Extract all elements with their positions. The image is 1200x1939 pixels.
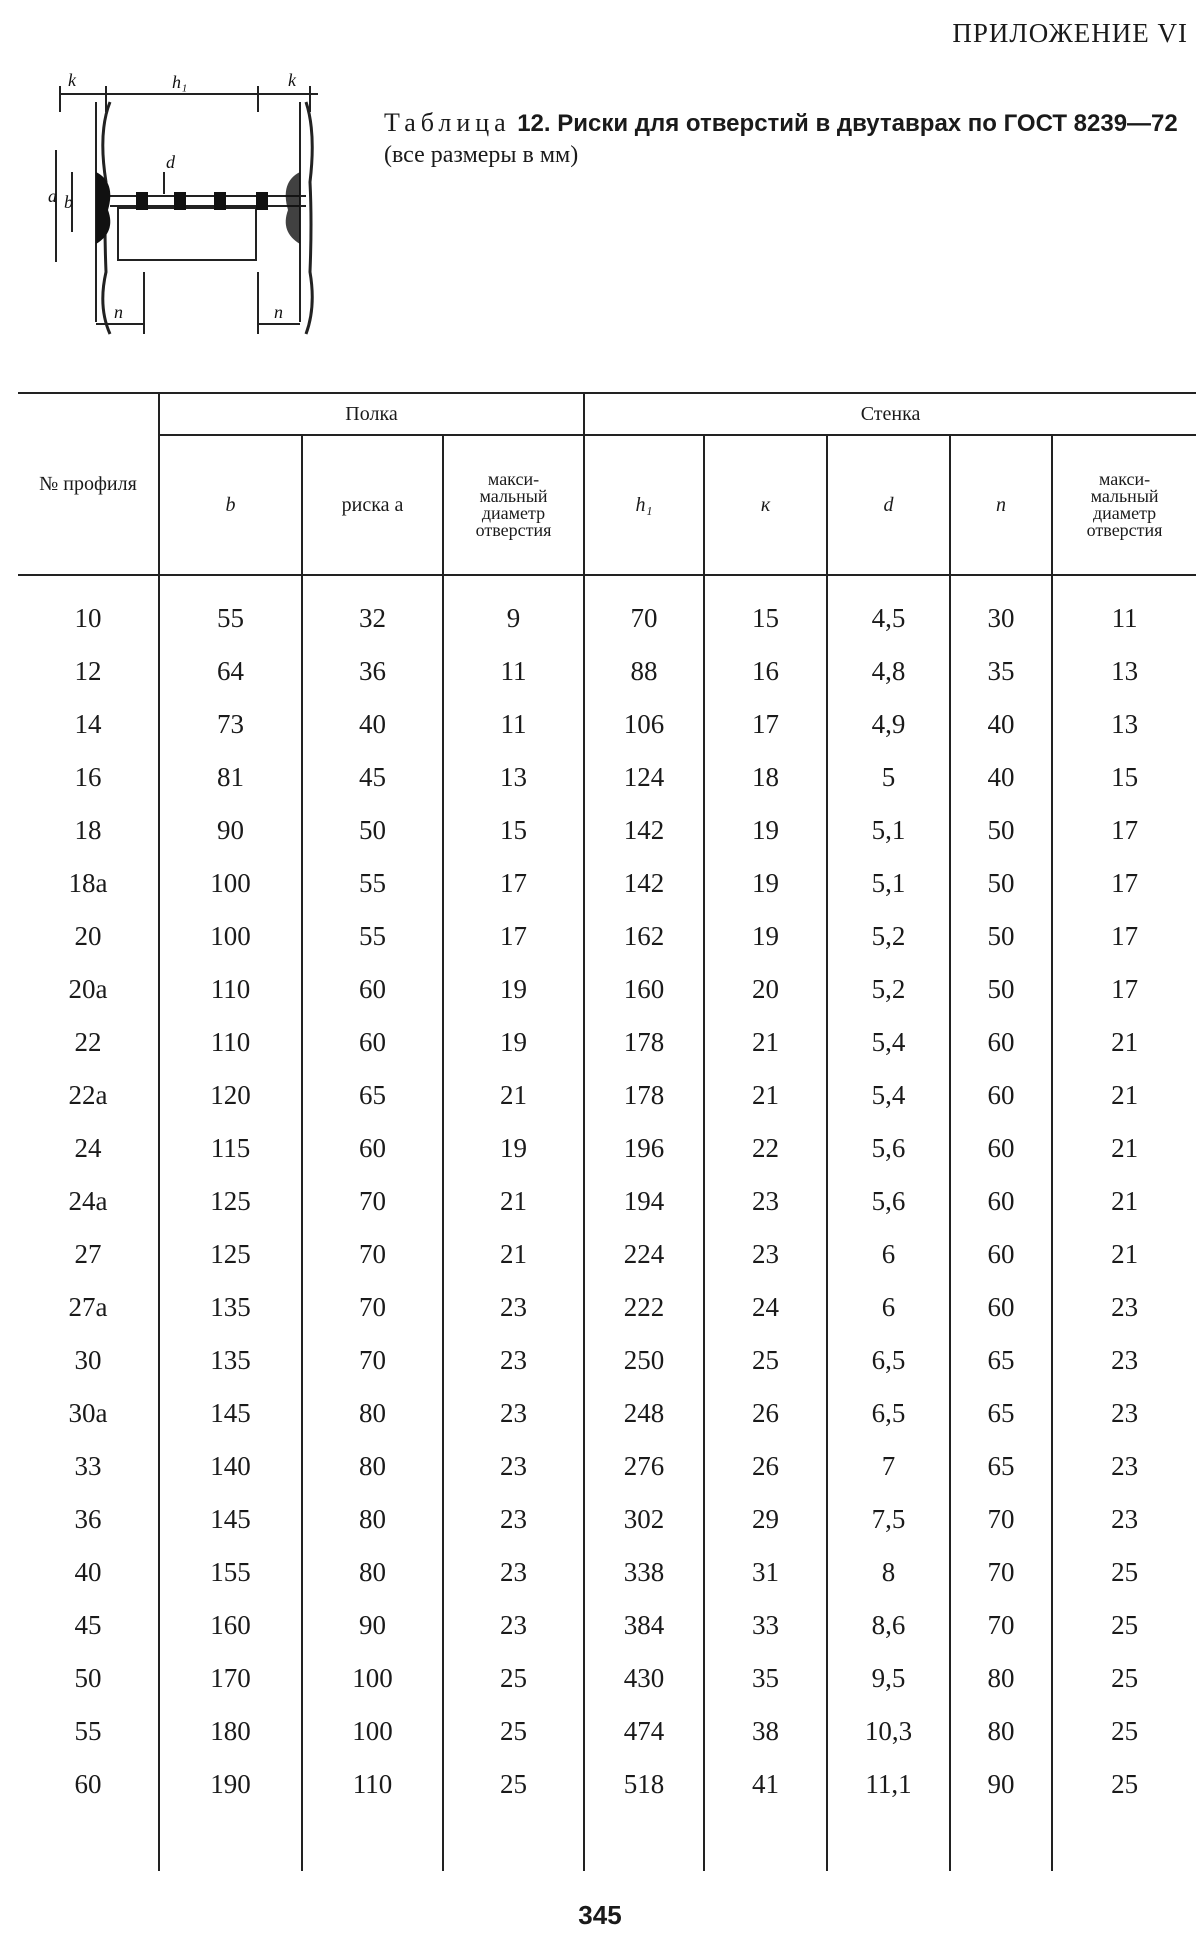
table-row bbox=[18, 645, 1196, 698]
caption-note: (все размеры в мм) bbox=[384, 142, 579, 168]
cell-max-diam-web: 13 bbox=[1052, 698, 1196, 751]
cell-b: 55 bbox=[159, 575, 302, 645]
cell-profile: 22 bbox=[74, 1027, 102, 1057]
cell-d: 5,1 bbox=[827, 804, 950, 857]
empty-cell bbox=[443, 1811, 584, 1871]
cell-b: 160 bbox=[159, 1599, 302, 1652]
cell-risk-a: 110 bbox=[302, 1758, 443, 1811]
table-row bbox=[18, 1546, 1196, 1599]
cell-k: 35 bbox=[704, 1652, 827, 1705]
cell-max-diam-web: 13 bbox=[1052, 645, 1196, 698]
cell-profile: 18a bbox=[68, 868, 108, 898]
cell-n: 40 bbox=[950, 698, 1052, 751]
empty-cell bbox=[302, 1811, 443, 1871]
cell-profile: 45 bbox=[74, 1610, 102, 1640]
cell-n: 30 bbox=[950, 575, 1052, 645]
cell-n: 60 bbox=[950, 1228, 1052, 1281]
table-row bbox=[18, 963, 1196, 1016]
label-d: d bbox=[166, 152, 175, 172]
cell-profile: 50 bbox=[74, 1663, 102, 1693]
cell-b: 180 bbox=[159, 1705, 302, 1758]
cell-h1: 248 bbox=[584, 1387, 704, 1440]
table-row bbox=[18, 1175, 1196, 1228]
cell-h1: 196 bbox=[584, 1122, 704, 1175]
cell-n: 70 bbox=[950, 1599, 1052, 1652]
cell-k: 26 bbox=[704, 1387, 827, 1440]
label-h1: h₁ bbox=[172, 72, 188, 92]
cell-d: 5,6 bbox=[827, 1122, 950, 1175]
cell-max-diam-web: 11 bbox=[1052, 575, 1196, 645]
cell-max-diam-flange: 17 bbox=[443, 857, 584, 910]
cell-b: 100 bbox=[159, 910, 302, 963]
cell-profile: 55 bbox=[74, 1716, 102, 1746]
cell-k: 41 bbox=[704, 1758, 827, 1811]
empty-cell bbox=[827, 1811, 950, 1871]
table-body bbox=[18, 575, 1196, 1871]
table-row bbox=[18, 1122, 1196, 1175]
cell-b: 115 bbox=[159, 1122, 302, 1175]
cell-max-diam-web: 23 bbox=[1052, 1493, 1196, 1546]
cell-risk-a: 70 bbox=[302, 1281, 443, 1334]
cell-profile: 36 bbox=[74, 1504, 102, 1534]
cell-max-diam-flange: 25 bbox=[443, 1652, 584, 1705]
cell-n: 65 bbox=[950, 1387, 1052, 1440]
cell-risk-a: 70 bbox=[302, 1175, 443, 1228]
empty-cell bbox=[950, 1811, 1052, 1871]
cell-h1: 430 bbox=[584, 1652, 704, 1705]
cell-h1: 302 bbox=[584, 1493, 704, 1546]
cell-n: 60 bbox=[950, 1175, 1052, 1228]
cell-profile: 10 bbox=[74, 603, 102, 633]
cell-d: 7,5 bbox=[827, 1493, 950, 1546]
cell-k: 18 bbox=[704, 751, 827, 804]
cell-max-diam-web: 25 bbox=[1052, 1705, 1196, 1758]
cell-h1: 194 bbox=[584, 1175, 704, 1228]
header-max-diameter-flange: макси- мальный диаметр отверстия bbox=[443, 435, 584, 575]
cell-max-diam-flange: 9 bbox=[443, 575, 584, 645]
table-row bbox=[18, 1705, 1196, 1758]
cell-d: 9,5 bbox=[827, 1652, 950, 1705]
cell-max-diam-web: 21 bbox=[1052, 1175, 1196, 1228]
cell-risk-a: 60 bbox=[302, 1016, 443, 1069]
cell-profile: 40 bbox=[74, 1557, 102, 1587]
cell-max-diam-web: 17 bbox=[1052, 963, 1196, 1016]
cell-d: 5,2 bbox=[827, 910, 950, 963]
cell-d: 5,4 bbox=[827, 1016, 950, 1069]
cell-profile: 20a bbox=[68, 974, 108, 1004]
cell-d: 5,6 bbox=[827, 1175, 950, 1228]
cell-max-diam-flange: 15 bbox=[443, 804, 584, 857]
cell-h1: 124 bbox=[584, 751, 704, 804]
caption-title: 12. Риски для отверстий в двутаврах по ГОСТ 8239—72 bbox=[517, 110, 1178, 137]
cell-risk-a: 50 bbox=[302, 804, 443, 857]
cell-n: 60 bbox=[950, 1122, 1052, 1175]
cell-k: 22 bbox=[704, 1122, 827, 1175]
cell-risk-a: 65 bbox=[302, 1069, 443, 1122]
cell-h1: 178 bbox=[584, 1069, 704, 1122]
cell-b: 110 bbox=[159, 1016, 302, 1069]
cell-b: 190 bbox=[159, 1758, 302, 1811]
cell-b: 145 bbox=[159, 1493, 302, 1546]
cell-max-diam-flange: 21 bbox=[443, 1228, 584, 1281]
cell-profile: 22a bbox=[68, 1080, 108, 1110]
table-filler-row bbox=[18, 1811, 1196, 1871]
cell-k: 26 bbox=[704, 1440, 827, 1493]
cell-b: 145 bbox=[159, 1387, 302, 1440]
header-risk-a: риска a bbox=[302, 435, 443, 575]
cell-h1: 142 bbox=[584, 804, 704, 857]
cell-max-diam-flange: 11 bbox=[443, 698, 584, 751]
caption-label: Таблица bbox=[384, 108, 511, 137]
cell-b: 125 bbox=[159, 1175, 302, 1228]
cell-k: 21 bbox=[704, 1016, 827, 1069]
cell-k: 31 bbox=[704, 1546, 827, 1599]
cell-b: 120 bbox=[159, 1069, 302, 1122]
empty-cell bbox=[18, 1811, 159, 1871]
table-row bbox=[18, 1069, 1196, 1122]
cell-n: 65 bbox=[950, 1440, 1052, 1493]
cell-k: 21 bbox=[704, 1069, 827, 1122]
cell-k: 17 bbox=[704, 698, 827, 751]
cell-n: 50 bbox=[950, 857, 1052, 910]
cell-max-diam-web: 25 bbox=[1052, 1599, 1196, 1652]
cell-max-diam-web: 25 bbox=[1052, 1652, 1196, 1705]
cell-profile: 18 bbox=[74, 815, 102, 845]
cell-profile: 27 bbox=[74, 1239, 102, 1269]
cell-risk-a: 45 bbox=[302, 751, 443, 804]
label-a: a bbox=[48, 186, 57, 206]
cell-k: 29 bbox=[704, 1493, 827, 1546]
cell-max-diam-flange: 23 bbox=[443, 1493, 584, 1546]
cell-b: 81 bbox=[159, 751, 302, 804]
cell-b: 135 bbox=[159, 1334, 302, 1387]
cell-max-diam-web: 17 bbox=[1052, 857, 1196, 910]
cell-b: 64 bbox=[159, 645, 302, 698]
empty-cell bbox=[584, 1811, 704, 1871]
cell-max-diam-web: 21 bbox=[1052, 1122, 1196, 1175]
cell-risk-a: 100 bbox=[302, 1652, 443, 1705]
cell-b: 140 bbox=[159, 1440, 302, 1493]
cell-d: 5,4 bbox=[827, 1069, 950, 1122]
cell-n: 70 bbox=[950, 1493, 1052, 1546]
cell-d: 7 bbox=[827, 1440, 950, 1493]
page-header: ПРИЛОЖЕНИЕ VI bbox=[952, 18, 1188, 48]
cell-h1: 106 bbox=[584, 698, 704, 751]
cell-k: 23 bbox=[704, 1228, 827, 1281]
cell-n: 50 bbox=[950, 804, 1052, 857]
cell-h1: 338 bbox=[584, 1546, 704, 1599]
cell-profile: 12 bbox=[74, 656, 102, 686]
cell-d: 5 bbox=[827, 751, 950, 804]
table-row bbox=[18, 910, 1196, 963]
cell-n: 60 bbox=[950, 1016, 1052, 1069]
label-k-left: k bbox=[68, 72, 76, 90]
header-h1: h₁ bbox=[584, 435, 704, 575]
cell-h1: 142 bbox=[584, 857, 704, 910]
table-row bbox=[18, 1387, 1196, 1440]
cell-k: 19 bbox=[704, 910, 827, 963]
cell-k: 20 bbox=[704, 963, 827, 1016]
header-d: d bbox=[827, 435, 950, 575]
cell-max-diam-flange: 19 bbox=[443, 963, 584, 1016]
cell-d: 5,1 bbox=[827, 857, 950, 910]
label-b: b bbox=[64, 192, 73, 212]
cell-risk-a: 90 bbox=[302, 1599, 443, 1652]
cell-max-diam-flange: 11 bbox=[443, 645, 584, 698]
cell-d: 6 bbox=[827, 1281, 950, 1334]
cell-b: 100 bbox=[159, 857, 302, 910]
cell-max-diam-flange: 23 bbox=[443, 1281, 584, 1334]
cell-k: 16 bbox=[704, 645, 827, 698]
table-row bbox=[18, 1758, 1196, 1811]
cell-risk-a: 55 bbox=[302, 857, 443, 910]
cell-k: 25 bbox=[704, 1334, 827, 1387]
cell-max-diam-flange: 23 bbox=[443, 1334, 584, 1387]
cell-risk-a: 36 bbox=[302, 645, 443, 698]
cell-max-diam-web: 17 bbox=[1052, 804, 1196, 857]
cell-profile: 30a bbox=[68, 1398, 108, 1428]
cell-profile: 24a bbox=[68, 1186, 108, 1216]
cell-h1: 88 bbox=[584, 645, 704, 698]
cell-h1: 250 bbox=[584, 1334, 704, 1387]
cell-n: 65 bbox=[950, 1334, 1052, 1387]
cell-risk-a: 80 bbox=[302, 1387, 443, 1440]
cell-k: 24 bbox=[704, 1281, 827, 1334]
cell-b: 170 bbox=[159, 1652, 302, 1705]
table-row bbox=[18, 698, 1196, 751]
label-n-left: n bbox=[114, 302, 123, 322]
cell-max-diam-web: 21 bbox=[1052, 1228, 1196, 1281]
cell-risk-a: 60 bbox=[302, 963, 443, 1016]
cell-risk-a: 100 bbox=[302, 1705, 443, 1758]
cell-d: 6 bbox=[827, 1228, 950, 1281]
cell-h1: 276 bbox=[584, 1440, 704, 1493]
cell-max-diam-web: 21 bbox=[1052, 1016, 1196, 1069]
header-n: n bbox=[950, 435, 1052, 575]
cell-max-diam-web: 23 bbox=[1052, 1387, 1196, 1440]
cell-max-diam-flange: 21 bbox=[443, 1069, 584, 1122]
cell-d: 11,1 bbox=[827, 1758, 950, 1811]
table-row bbox=[18, 751, 1196, 804]
cell-profile: 14 bbox=[74, 709, 102, 739]
table-row bbox=[18, 1440, 1196, 1493]
label-n-right: n bbox=[274, 302, 283, 322]
cell-risk-a: 80 bbox=[302, 1493, 443, 1546]
cell-risk-a: 32 bbox=[302, 575, 443, 645]
table-row bbox=[18, 1228, 1196, 1281]
cell-d: 4,9 bbox=[827, 698, 950, 751]
cell-max-diam-web: 17 bbox=[1052, 910, 1196, 963]
cell-n: 35 bbox=[950, 645, 1052, 698]
cell-b: 110 bbox=[159, 963, 302, 1016]
cell-max-diam-web: 23 bbox=[1052, 1281, 1196, 1334]
cell-max-diam-flange: 13 bbox=[443, 751, 584, 804]
header-profile: № профиля bbox=[39, 473, 137, 495]
cell-max-diam-flange: 23 bbox=[443, 1599, 584, 1652]
cell-max-diam-web: 25 bbox=[1052, 1546, 1196, 1599]
cell-d: 6,5 bbox=[827, 1334, 950, 1387]
cell-h1: 518 bbox=[584, 1758, 704, 1811]
cell-h1: 178 bbox=[584, 1016, 704, 1069]
cell-risk-a: 80 bbox=[302, 1440, 443, 1493]
cell-k: 33 bbox=[704, 1599, 827, 1652]
empty-cell bbox=[159, 1811, 302, 1871]
cell-max-diam-flange: 17 bbox=[443, 910, 584, 963]
cell-n: 50 bbox=[950, 910, 1052, 963]
cell-k: 38 bbox=[704, 1705, 827, 1758]
cell-b: 125 bbox=[159, 1228, 302, 1281]
cell-h1: 162 bbox=[584, 910, 704, 963]
cell-b: 73 bbox=[159, 698, 302, 751]
cell-max-diam-web: 21 bbox=[1052, 1069, 1196, 1122]
cell-b: 90 bbox=[159, 804, 302, 857]
cell-risk-a: 70 bbox=[302, 1228, 443, 1281]
cell-risk-a: 70 bbox=[302, 1334, 443, 1387]
cell-max-diam-flange: 23 bbox=[443, 1387, 584, 1440]
table-row bbox=[18, 1334, 1196, 1387]
cell-profile: 30 bbox=[74, 1345, 102, 1375]
cell-max-diam-web: 15 bbox=[1052, 751, 1196, 804]
cell-max-diam-flange: 25 bbox=[443, 1705, 584, 1758]
cell-n: 80 bbox=[950, 1705, 1052, 1758]
cell-profile: 16 bbox=[74, 762, 102, 792]
header-b: b bbox=[159, 435, 302, 575]
cell-d: 6,5 bbox=[827, 1387, 950, 1440]
header-max-diameter-web: макси- мальный диаметр отверстия bbox=[1052, 435, 1196, 575]
cell-n: 80 bbox=[950, 1652, 1052, 1705]
cell-h1: 160 bbox=[584, 963, 704, 1016]
cell-risk-a: 55 bbox=[302, 910, 443, 963]
cell-profile: 60 bbox=[74, 1769, 102, 1799]
cell-k: 19 bbox=[704, 857, 827, 910]
risk-table bbox=[18, 392, 1196, 1871]
cell-n: 60 bbox=[950, 1069, 1052, 1122]
header-flange: Полка bbox=[159, 393, 584, 435]
cell-b: 155 bbox=[159, 1546, 302, 1599]
table-row bbox=[18, 1652, 1196, 1705]
table-row bbox=[18, 575, 1196, 645]
cell-d: 4,5 bbox=[827, 575, 950, 645]
empty-cell bbox=[1052, 1811, 1196, 1871]
table-row bbox=[18, 1493, 1196, 1546]
cell-max-diam-flange: 19 bbox=[443, 1016, 584, 1069]
cell-max-diam-flange: 21 bbox=[443, 1175, 584, 1228]
cell-d: 10,3 bbox=[827, 1705, 950, 1758]
cell-h1: 222 bbox=[584, 1281, 704, 1334]
cell-k: 19 bbox=[704, 804, 827, 857]
cell-risk-a: 60 bbox=[302, 1122, 443, 1175]
header-k: к bbox=[704, 435, 827, 575]
cell-n: 90 bbox=[950, 1758, 1052, 1811]
cell-k: 23 bbox=[704, 1175, 827, 1228]
table-row bbox=[18, 857, 1196, 910]
cell-profile: 27a bbox=[68, 1292, 108, 1322]
label-k-right: k bbox=[288, 72, 296, 90]
cell-d: 8 bbox=[827, 1546, 950, 1599]
page-number: 345 bbox=[578, 1900, 622, 1930]
cell-profile: 24 bbox=[74, 1133, 102, 1163]
cell-h1: 474 bbox=[584, 1705, 704, 1758]
i-beam-diagram bbox=[48, 72, 348, 342]
cell-max-diam-flange: 19 bbox=[443, 1122, 584, 1175]
cell-risk-a: 80 bbox=[302, 1546, 443, 1599]
cell-profile: 20 bbox=[74, 921, 102, 951]
cell-n: 70 bbox=[950, 1546, 1052, 1599]
cell-d: 8,6 bbox=[827, 1599, 950, 1652]
cell-max-diam-flange: 25 bbox=[443, 1758, 584, 1811]
cell-n: 50 bbox=[950, 963, 1052, 1016]
cell-max-diam-flange: 23 bbox=[443, 1440, 584, 1493]
cell-h1: 384 bbox=[584, 1599, 704, 1652]
cell-b: 135 bbox=[159, 1281, 302, 1334]
cell-h1: 70 bbox=[584, 575, 704, 645]
header-web: Стенка bbox=[584, 393, 1196, 435]
table-row bbox=[18, 1016, 1196, 1069]
cell-d: 5,2 bbox=[827, 963, 950, 1016]
cell-max-diam-flange: 23 bbox=[443, 1546, 584, 1599]
cell-risk-a: 40 bbox=[302, 698, 443, 751]
cell-max-diam-web: 25 bbox=[1052, 1758, 1196, 1811]
cell-d: 4,8 bbox=[827, 645, 950, 698]
cell-n: 40 bbox=[950, 751, 1052, 804]
cell-profile: 33 bbox=[74, 1451, 102, 1481]
cell-max-diam-web: 23 bbox=[1052, 1334, 1196, 1387]
table-row bbox=[18, 804, 1196, 857]
table-caption bbox=[384, 108, 1184, 170]
cell-n: 60 bbox=[950, 1281, 1052, 1334]
empty-cell bbox=[704, 1811, 827, 1871]
table-row bbox=[18, 1281, 1196, 1334]
cell-max-diam-web: 23 bbox=[1052, 1440, 1196, 1493]
cell-k: 15 bbox=[704, 575, 827, 645]
table-row bbox=[18, 1599, 1196, 1652]
cell-h1: 224 bbox=[584, 1228, 704, 1281]
